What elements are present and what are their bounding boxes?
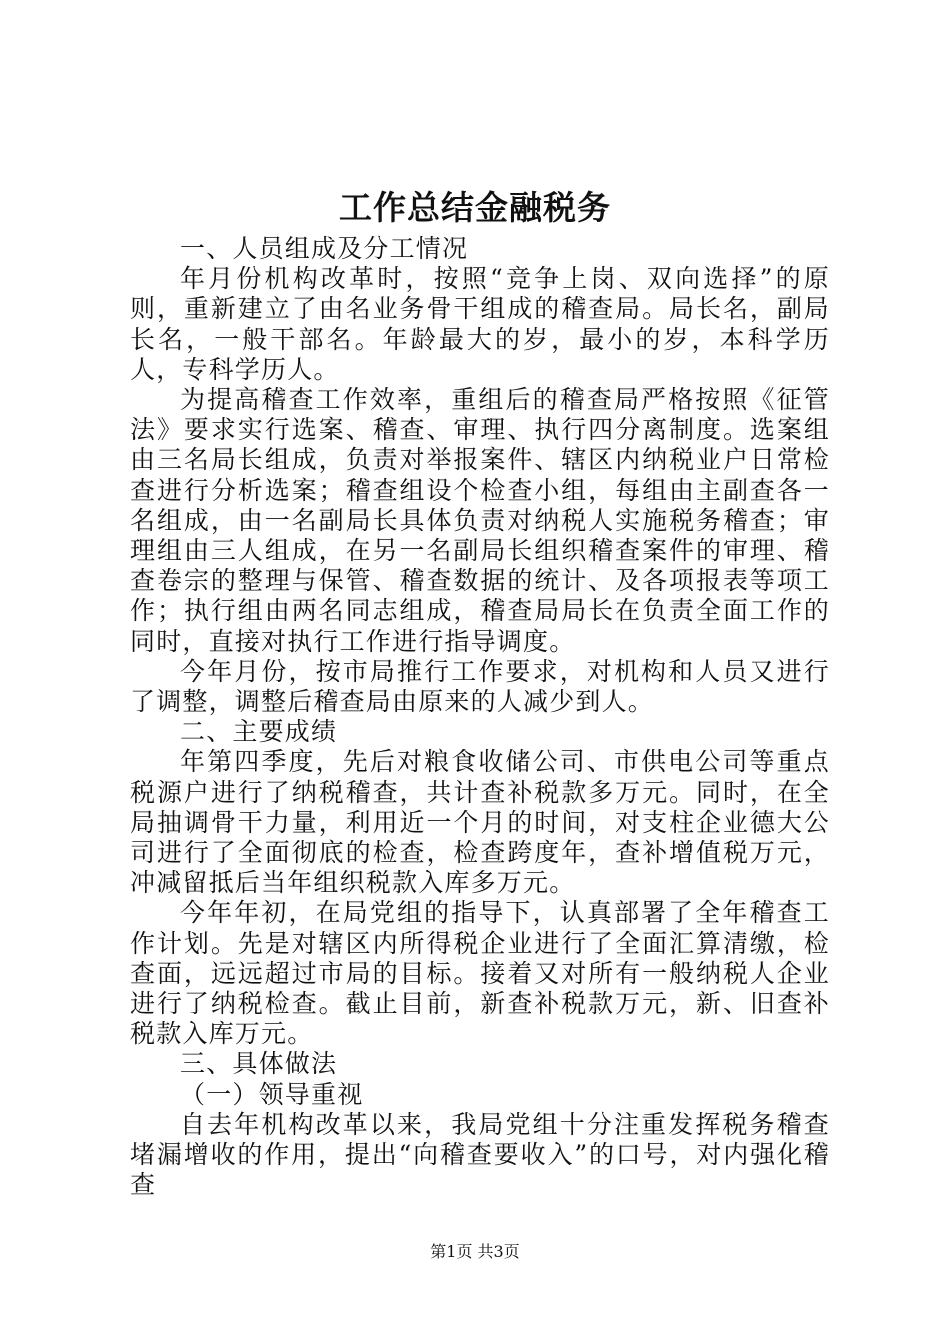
subsection-heading: （一）领导重视 bbox=[180, 1079, 364, 1109]
body-paragraph: 今年月份，按市局推行工作要求，对机构和人员又进行了调整，调整后稽查局由原来的人减少到人。 bbox=[130, 656, 830, 717]
section-heading: 一、人员组成及分工情况 bbox=[180, 234, 469, 263]
page-footer: 第1页 共3页 bbox=[430, 1242, 520, 1261]
document-body bbox=[130, 234, 830, 1201]
body-paragraph: 自去年机构改革以来，我局党组十分注重发挥税务稽查堵漏增收的作用，提出“向稽查要收入”的口号，对内强化稽查 bbox=[130, 1109, 830, 1200]
section-heading: 三、具体做法 bbox=[180, 1049, 338, 1079]
section-heading: 二、主要成绩 bbox=[180, 717, 338, 747]
body-paragraph: 今年年初，在局党组的指导下，认真部署了全年稽查工作计划。先是对辖区内所得税企业进行了全面汇算清缴，检查面，远远超过市局的目标。接着又对所有一般纳税人企业进行了纳税检查。截止目前，新查补税款万元，新、旧查补税款入库万元。 bbox=[130, 898, 830, 1049]
body-paragraph: 年第四季度，先后对粮食收储公司、市供电公司等重点税源户进行了纳税稽查，共计查补税款多万元。同时，在全局抽调骨干力量，利用近一个月的时间，对支柱企业德大公司进行了全面彻底的检查，检查跨度年，查补增值税万元，冲减留抵后当年组织税款入库多万元。 bbox=[130, 747, 830, 898]
body-paragraph: 年月份机构改革时，按照“竞争上岗、双向选择”的原则，重新建立了由名业务骨干组成的稽查局。局长名，副局长名，一般干部名。年龄最大的岁，最小的岁，本科学历人，专科学历人。 bbox=[130, 264, 830, 384]
document-title: 工作总结金融税务 bbox=[339, 188, 611, 227]
body-paragraph: 为提高稽查工作效率，重组后的稽查局严格按照《征管法》要求实行选案、稽查、审理、执行四分离制度。选案组由三名局长组成，负责对举报案件、辖区内纳税业户日常检查进行分析选案；稽查组设个检查小组，每组由主副查各一名组成，由一名副局长具体负责对纳税人实施税务稽查；审理组由三人组成，在另一名副局长组织稽查案件的审理、稽查卷宗的整理与保管、稽查数据的统计、及各项报表等项工作；执行组由两名同志组成，稽查局局长在负责全面工作的同时，直接对执行工作进行指导调度。 bbox=[130, 385, 830, 656]
